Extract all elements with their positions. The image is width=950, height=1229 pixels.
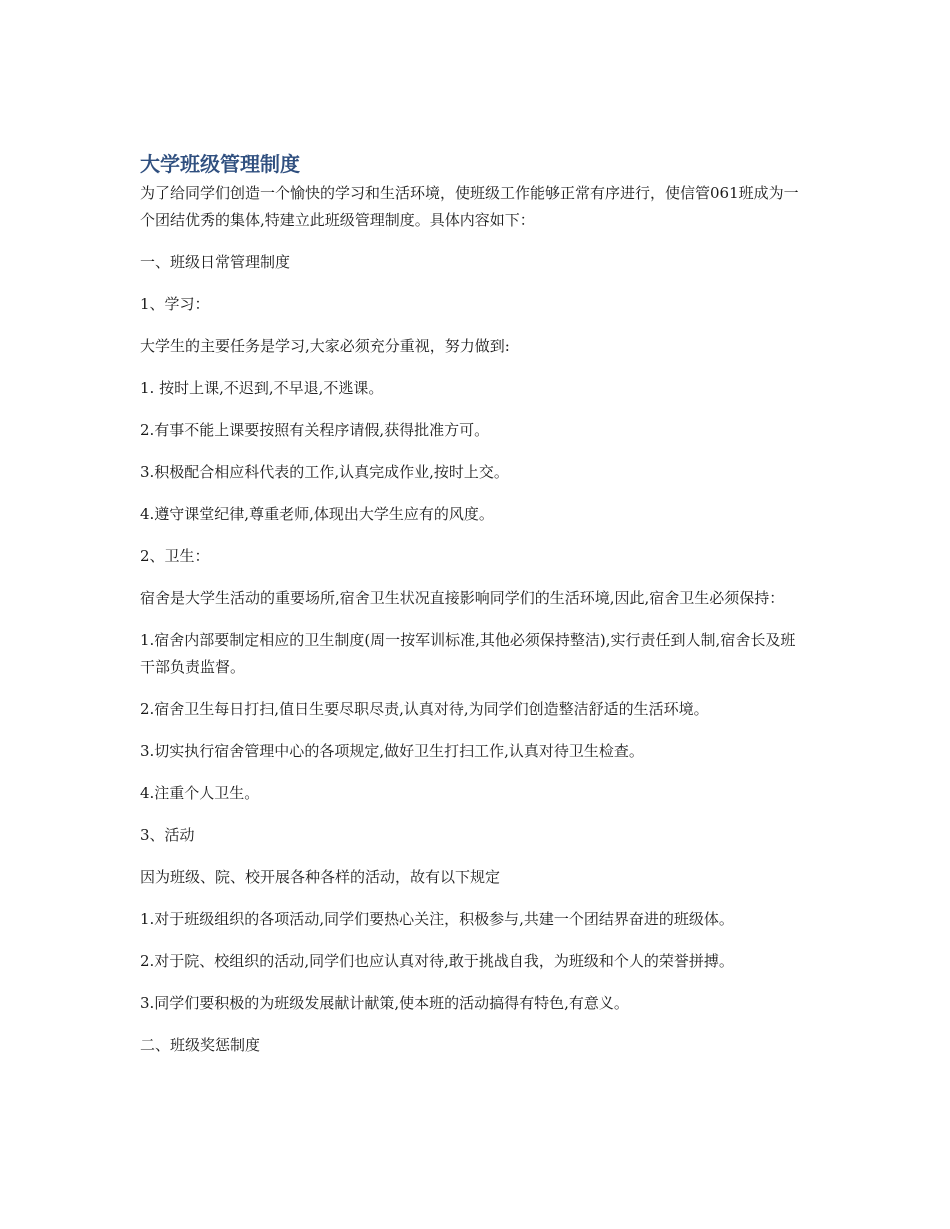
hygiene-item-4: 4.注重个人卫生。 <box>140 784 260 802</box>
activity-item-2: 2.对于院、校组织的活动,同学们也应认真对待,敢于挑战自我，为班级和个人的荣誉拼搏。 <box>140 952 734 970</box>
intro-paragraph: 为了给同学们创造一个愉快的学习和生活环境，使班级工作能够正常有序进行，使信管061班成为一个团结优秀的集体,特建立此班级管理制度。具体内容如下： <box>140 184 799 229</box>
hygiene-item-1: 1.宿舍内部要制定相应的卫生制度(周一按军训标准,其他必须保持整洁),实行责任到人制,宿舍长及班干部负责监督。 <box>140 631 796 676</box>
hygiene-item-3: 3.切实执行宿舍管理中心的各项规定,做好卫生打扫工作,认真对待卫生检查。 <box>140 742 644 760</box>
activity-item-1: 1.对于班级组织的各项活动,同学们要热心关注，积极参与,共建一个团结界奋进的班级体。 <box>140 910 734 928</box>
document-page <box>140 148 810 1074</box>
section-heading-rewards: 二、班级奖惩制度 <box>140 1036 261 1054</box>
hygiene-item-2: 2.宿舍卫生每日打扫,值日生要尽职尽责,认真对待,为同学们创造整洁舒适的生活环境。 <box>140 700 709 718</box>
subsection-heading-study: 1、学习： <box>140 295 210 313</box>
hygiene-intro: 宿舍是大学生活动的重要场所,宿舍卫生状况直接影响同学们的生活环境,因此,宿舍卫生必须保持： <box>140 589 785 607</box>
study-item-4: 4.遵守课堂纪律,尊重老师,体现出大学生应有的风度。 <box>140 505 494 523</box>
activity-intro: 因为班级、院、校开展各种各样的活动，故有以下规定 <box>140 868 501 886</box>
subsection-heading-activity: 3、活动 <box>140 826 195 844</box>
subsection-heading-hygiene: 2、卫生： <box>140 547 210 565</box>
document-title: 大学班级管理制度 <box>140 152 300 176</box>
study-item-2: 2.有事不能上课要按照有关程序请假,获得批准方可。 <box>140 421 490 439</box>
study-item-3: 3.积极配合相应科代表的工作,认真完成作业,按时上交。 <box>140 463 509 481</box>
study-item-1: 1. 按时上课,不迟到,不早退,不逃课。 <box>140 379 384 397</box>
section-heading-daily: 一、班级日常管理制度 <box>140 253 291 271</box>
study-intro: 大学生的主要任务是学习,大家必须充分重视，努力做到: <box>140 337 510 355</box>
activity-item-3: 3.同学们要积极的为班级发展献计献策,使本班的活动搞得有特色,有意义。 <box>140 994 629 1012</box>
